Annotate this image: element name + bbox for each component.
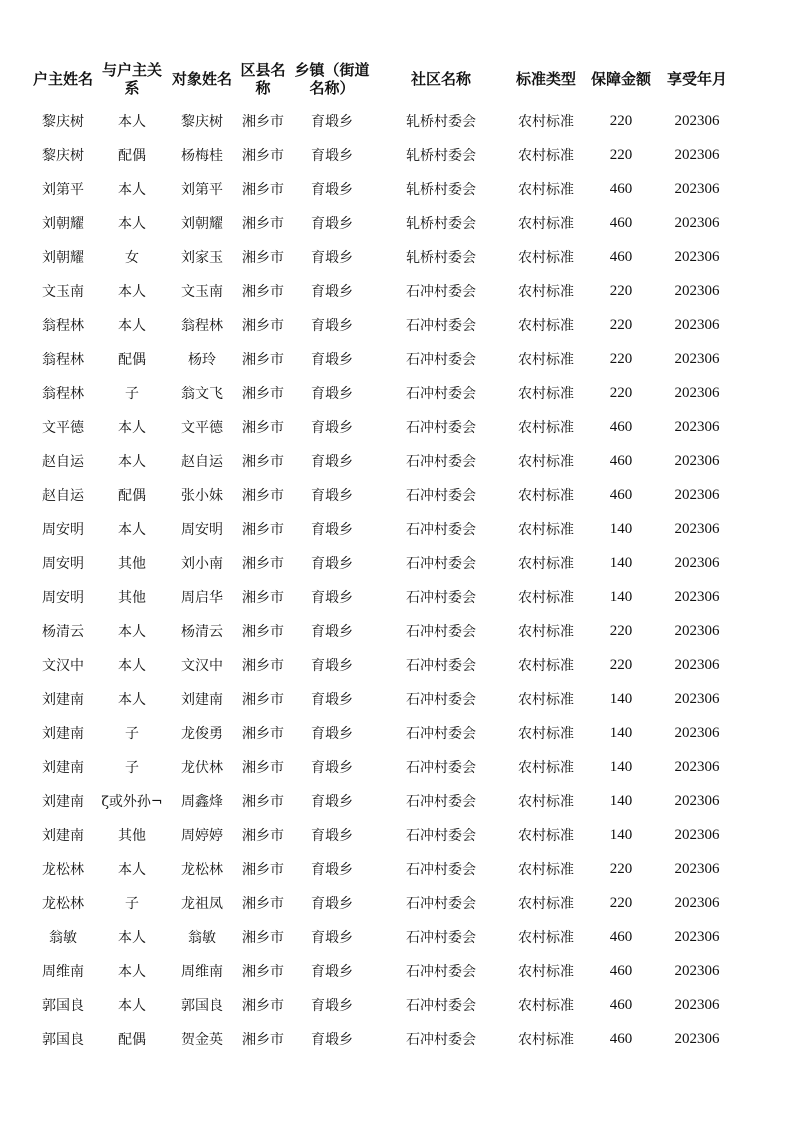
county-cell: 湘乡市: [242, 182, 284, 198]
community-cell: 石冲村委会: [406, 692, 476, 708]
amount-cell: 460: [609, 418, 633, 435]
table-row: [28, 138, 738, 172]
recipient-name-cell: 文平德: [181, 420, 223, 436]
month-cell: 202306: [674, 724, 720, 741]
table-row: [28, 376, 738, 410]
community-cell: 石冲村委会: [406, 556, 476, 572]
standard-type-cell: 农村标准: [518, 1032, 574, 1048]
amount-cell: 460: [609, 1030, 633, 1047]
household-head-cell: 周安明: [42, 556, 84, 572]
header-township: 乡镇（街道名称）: [294, 61, 370, 97]
amount-cell: 460: [609, 452, 633, 469]
amount-cell: 140: [609, 690, 633, 707]
community-cell: 石冲村委会: [406, 930, 476, 946]
township-cell: 育塅乡: [311, 114, 353, 130]
relation-cell: 本人: [118, 692, 146, 708]
household-head-cell: 刘建南: [42, 726, 84, 742]
relation-cell: 本人: [118, 284, 146, 300]
relation-cell: 本人: [118, 420, 146, 436]
county-cell: 湘乡市: [242, 488, 284, 504]
county-cell: 湘乡市: [242, 318, 284, 334]
recipient-name-cell: 文汉中: [181, 658, 223, 674]
relation-cell: 本人: [118, 522, 146, 538]
household-head-cell: 周安明: [42, 522, 84, 538]
household-head-cell: 翁程林: [42, 352, 84, 368]
household-head-cell: 文平德: [42, 420, 84, 436]
household-head-cell: 刘建南: [42, 794, 84, 810]
header-row: [28, 54, 738, 104]
table-row: [28, 342, 738, 376]
table-row: [28, 784, 738, 818]
household-head-cell: 刘第平: [42, 182, 84, 198]
township-cell: 育塅乡: [311, 318, 353, 334]
month-cell: 202306: [674, 146, 720, 163]
township-cell: 育塅乡: [311, 692, 353, 708]
amount-cell: 220: [609, 860, 633, 877]
standard-type-cell: 农村标准: [518, 590, 574, 606]
township-cell: 育塅乡: [311, 386, 353, 402]
standard-type-cell: 农村标准: [518, 318, 574, 334]
recipient-name-cell: 翁敏: [188, 930, 216, 946]
month-cell: 202306: [674, 860, 720, 877]
recipient-name-cell: 杨玲: [188, 352, 216, 368]
household-head-cell: 龙松林: [42, 862, 84, 878]
household-head-cell: 翁敏: [49, 930, 77, 946]
community-cell: 石冲村委会: [406, 284, 476, 300]
household-head-cell: 郭国良: [42, 998, 84, 1014]
county-cell: 湘乡市: [242, 692, 284, 708]
recipient-name-cell: 周婷婷: [181, 828, 223, 844]
standard-type-cell: 农村标准: [518, 216, 574, 232]
table-row: [28, 240, 738, 274]
township-cell: 育塅乡: [311, 964, 353, 980]
community-cell: 石冲村委会: [406, 658, 476, 674]
header-county: 区县名称: [240, 61, 286, 97]
community-cell: 石冲村委会: [406, 794, 476, 810]
relation-cell: 本人: [118, 114, 146, 130]
table-row: [28, 274, 738, 308]
relation-cell: 本人: [118, 318, 146, 334]
household-head-cell: 周维南: [42, 964, 84, 980]
household-head-cell: 文汉中: [42, 658, 84, 674]
table-row: [28, 478, 738, 512]
recipient-name-cell: 黎庆树: [181, 114, 223, 130]
community-cell: 石冲村委会: [406, 828, 476, 844]
county-cell: 湘乡市: [242, 862, 284, 878]
county-cell: 湘乡市: [242, 114, 284, 130]
community-cell: 轧桥村委会: [406, 148, 476, 164]
recipient-name-cell: 刘第平: [181, 182, 223, 198]
relation-cell: 本人: [118, 964, 146, 980]
month-cell: 202306: [674, 486, 720, 503]
month-cell: 202306: [674, 282, 720, 299]
community-cell: 石冲村委会: [406, 590, 476, 606]
standard-type-cell: 农村标准: [518, 760, 574, 776]
header-community: 社区名称: [410, 70, 471, 88]
county-cell: 湘乡市: [242, 556, 284, 572]
standard-type-cell: 农村标准: [518, 250, 574, 266]
amount-cell: 460: [609, 928, 633, 945]
household-head-cell: 郭国良: [42, 1032, 84, 1048]
relation-cell: 女: [125, 250, 139, 266]
amount-cell: 140: [609, 792, 633, 809]
standard-type-cell: 农村标准: [518, 862, 574, 878]
township-cell: 育塅乡: [311, 726, 353, 742]
amount-cell: 140: [609, 588, 633, 605]
community-cell: 石冲村委会: [406, 998, 476, 1014]
standard-type-cell: 农村标准: [518, 828, 574, 844]
standard-type-cell: 农村标准: [518, 794, 574, 810]
header-relation: 与户主关系: [101, 61, 162, 97]
standard-type-cell: 农村标准: [518, 726, 574, 742]
community-cell: 轧桥村委会: [406, 182, 476, 198]
standard-type-cell: 农村标准: [518, 386, 574, 402]
table-row: [28, 954, 738, 988]
recipient-name-cell: 杨梅桂: [181, 148, 223, 164]
recipient-name-cell: 翁程林: [181, 318, 223, 334]
relation-cell: ζ或外孙¬: [101, 794, 163, 810]
standard-type-cell: 农村标准: [518, 488, 574, 504]
recipient-name-cell: 赵自运: [181, 454, 223, 470]
amount-cell: 140: [609, 554, 633, 571]
table-row: [28, 546, 738, 580]
header-amount: 保障金额: [590, 70, 651, 88]
relation-cell: 本人: [118, 454, 146, 470]
standard-type-cell: 农村标准: [518, 522, 574, 538]
household-head-cell: 刘朝耀: [42, 216, 84, 232]
community-cell: 石冲村委会: [406, 1032, 476, 1048]
household-head-cell: 刘建南: [42, 760, 84, 776]
recipient-name-cell: 杨清云: [181, 624, 223, 640]
community-cell: 石冲村委会: [406, 862, 476, 878]
recipient-name-cell: 刘建南: [181, 692, 223, 708]
relation-cell: 子: [125, 386, 139, 402]
county-cell: 湘乡市: [242, 352, 284, 368]
county-cell: 湘乡市: [242, 250, 284, 266]
household-head-cell: 文玉南: [42, 284, 84, 300]
standard-type-cell: 农村标准: [518, 624, 574, 640]
township-cell: 育塅乡: [311, 454, 353, 470]
standard-type-cell: 农村标准: [518, 556, 574, 572]
recipient-name-cell: 周安明: [181, 522, 223, 538]
amount-cell: 220: [609, 112, 633, 129]
township-cell: 育塅乡: [311, 182, 353, 198]
recipient-name-cell: 龙祖凤: [181, 896, 223, 912]
township-cell: 育塅乡: [311, 794, 353, 810]
month-cell: 202306: [674, 520, 720, 537]
month-cell: 202306: [674, 996, 720, 1013]
month-cell: 202306: [674, 792, 720, 809]
county-cell: 湘乡市: [242, 658, 284, 674]
recipient-name-cell: 刘朝耀: [181, 216, 223, 232]
amount-cell: 220: [609, 622, 633, 639]
community-cell: 石冲村委会: [406, 318, 476, 334]
table-row: [28, 818, 738, 852]
county-cell: 湘乡市: [242, 624, 284, 640]
table-row: [28, 614, 738, 648]
township-cell: 育塅乡: [311, 250, 353, 266]
township-cell: 育塅乡: [311, 930, 353, 946]
recipient-name-cell: 周鑫烽: [181, 794, 223, 810]
amount-cell: 220: [609, 656, 633, 673]
month-cell: 202306: [674, 826, 720, 843]
county-cell: 湘乡市: [242, 590, 284, 606]
standard-type-cell: 农村标准: [518, 658, 574, 674]
township-cell: 育塅乡: [311, 624, 353, 640]
month-cell: 202306: [674, 588, 720, 605]
standard-type-cell: 农村标准: [518, 692, 574, 708]
household-head-cell: 刘朝耀: [42, 250, 84, 266]
month-cell: 202306: [674, 1030, 720, 1047]
township-cell: 育塅乡: [311, 658, 353, 674]
amount-cell: 460: [609, 486, 633, 503]
household-head-cell: 龙松林: [42, 896, 84, 912]
amount-cell: 220: [609, 282, 633, 299]
table-row: [28, 750, 738, 784]
month-cell: 202306: [674, 214, 720, 231]
month-cell: 202306: [674, 248, 720, 265]
community-cell: 石冲村委会: [406, 896, 476, 912]
standard-type-cell: 农村标准: [518, 114, 574, 130]
household-head-cell: 刘建南: [42, 828, 84, 844]
amount-cell: 460: [609, 248, 633, 265]
table-row: [28, 886, 738, 920]
standard-type-cell: 农村标准: [518, 998, 574, 1014]
household-head-cell: 翁程林: [42, 386, 84, 402]
community-cell: 石冲村委会: [406, 488, 476, 504]
county-cell: 湘乡市: [242, 454, 284, 470]
township-cell: 育塅乡: [311, 352, 353, 368]
table-row: [28, 172, 738, 206]
relation-cell: 配偶: [118, 148, 146, 164]
relation-cell: 配偶: [118, 352, 146, 368]
month-cell: 202306: [674, 656, 720, 673]
community-cell: 轧桥村委会: [406, 216, 476, 232]
amount-cell: 140: [609, 826, 633, 843]
recipient-name-cell: 郭国良: [181, 998, 223, 1014]
month-cell: 202306: [674, 622, 720, 639]
table-row: [28, 716, 738, 750]
township-cell: 育塅乡: [311, 420, 353, 436]
county-cell: 湘乡市: [242, 522, 284, 538]
table-row: [28, 682, 738, 716]
relation-cell: 本人: [118, 862, 146, 878]
table-row: [28, 852, 738, 886]
recipient-name-cell: 刘家玉: [181, 250, 223, 266]
recipient-name-cell: 周启华: [181, 590, 223, 606]
community-cell: 石冲村委会: [406, 420, 476, 436]
community-cell: 轧桥村委会: [406, 250, 476, 266]
month-cell: 202306: [674, 452, 720, 469]
township-cell: 育塅乡: [311, 488, 353, 504]
relation-cell: 子: [125, 760, 139, 776]
table-row: [28, 444, 738, 478]
township-cell: 育塅乡: [311, 828, 353, 844]
recipient-name-cell: 张小妹: [181, 488, 223, 504]
township-cell: 育塅乡: [311, 522, 353, 538]
header-recipient-name: 对象姓名: [171, 70, 232, 88]
township-cell: 育塅乡: [311, 590, 353, 606]
month-cell: 202306: [674, 690, 720, 707]
month-cell: 202306: [674, 928, 720, 945]
table-row: [28, 410, 738, 444]
amount-cell: 220: [609, 146, 633, 163]
standard-type-cell: 农村标准: [518, 420, 574, 436]
community-cell: 石冲村委会: [406, 726, 476, 742]
standard-type-cell: 农村标准: [518, 284, 574, 300]
amount-cell: 140: [609, 758, 633, 775]
township-cell: 育塅乡: [311, 760, 353, 776]
relation-cell: 子: [125, 726, 139, 742]
month-cell: 202306: [674, 962, 720, 979]
table-row: [28, 988, 738, 1022]
month-cell: 202306: [674, 418, 720, 435]
community-cell: 轧桥村委会: [406, 114, 476, 130]
county-cell: 湘乡市: [242, 1032, 284, 1048]
recipient-name-cell: 周维南: [181, 964, 223, 980]
township-cell: 育塅乡: [311, 148, 353, 164]
household-head-cell: 刘建南: [42, 692, 84, 708]
household-head-cell: 黎庆树: [42, 114, 84, 130]
township-cell: 育塅乡: [311, 556, 353, 572]
county-cell: 湘乡市: [242, 760, 284, 776]
relation-cell: 本人: [118, 216, 146, 232]
relation-cell: 配偶: [118, 1032, 146, 1048]
community-cell: 石冲村委会: [406, 522, 476, 538]
recipient-name-cell: 龙伏林: [181, 760, 223, 776]
table-row: [28, 104, 738, 138]
month-cell: 202306: [674, 894, 720, 911]
relation-cell: 其他: [118, 590, 146, 606]
relation-cell: 本人: [118, 658, 146, 674]
month-cell: 202306: [674, 350, 720, 367]
county-cell: 湘乡市: [242, 930, 284, 946]
township-cell: 育塅乡: [311, 284, 353, 300]
recipient-name-cell: 刘小南: [181, 556, 223, 572]
month-cell: 202306: [674, 180, 720, 197]
standard-type-cell: 农村标准: [518, 930, 574, 946]
household-head-cell: 杨清云: [42, 624, 84, 640]
community-cell: 石冲村委会: [406, 760, 476, 776]
relation-cell: 子: [125, 896, 139, 912]
household-head-cell: 翁程林: [42, 318, 84, 334]
table-row: [28, 1022, 738, 1056]
month-cell: 202306: [674, 316, 720, 333]
header-standard-type: 标准类型: [515, 70, 576, 88]
county-cell: 湘乡市: [242, 964, 284, 980]
table-row: [28, 206, 738, 240]
township-cell: 育塅乡: [311, 1032, 353, 1048]
amount-cell: 220: [609, 316, 633, 333]
recipient-name-cell: 龙俊勇: [181, 726, 223, 742]
table-row: [28, 308, 738, 342]
recipient-name-cell: 贺金英: [181, 1032, 223, 1048]
amount-cell: 220: [609, 384, 633, 401]
county-cell: 湘乡市: [242, 828, 284, 844]
recipient-name-cell: 龙松林: [181, 862, 223, 878]
standard-type-cell: 农村标准: [518, 454, 574, 470]
county-cell: 湘乡市: [242, 386, 284, 402]
recipient-name-cell: 翁文飞: [181, 386, 223, 402]
relation-cell: 本人: [118, 998, 146, 1014]
county-cell: 湘乡市: [242, 794, 284, 810]
recipient-name-cell: 文玉南: [181, 284, 223, 300]
header-household-head: 户主姓名: [32, 70, 93, 88]
month-cell: 202306: [674, 384, 720, 401]
month-cell: 202306: [674, 554, 720, 571]
relation-cell: 其他: [118, 828, 146, 844]
relation-cell: 本人: [118, 624, 146, 640]
community-cell: 石冲村委会: [406, 386, 476, 402]
amount-cell: 140: [609, 520, 633, 537]
relation-cell: 其他: [118, 556, 146, 572]
assistance-table: [28, 54, 738, 1056]
amount-cell: 460: [609, 180, 633, 197]
household-head-cell: 赵自运: [42, 454, 84, 470]
township-cell: 育塅乡: [311, 862, 353, 878]
amount-cell: 460: [609, 962, 633, 979]
amount-cell: 140: [609, 724, 633, 741]
household-head-cell: 黎庆树: [42, 148, 84, 164]
county-cell: 湘乡市: [242, 998, 284, 1014]
county-cell: 湘乡市: [242, 420, 284, 436]
community-cell: 石冲村委会: [406, 624, 476, 640]
header-month: 享受年月: [666, 70, 727, 88]
county-cell: 湘乡市: [242, 216, 284, 232]
community-cell: 石冲村委会: [406, 454, 476, 470]
community-cell: 石冲村委会: [406, 964, 476, 980]
standard-type-cell: 农村标准: [518, 964, 574, 980]
township-cell: 育塅乡: [311, 216, 353, 232]
standard-type-cell: 农村标准: [518, 896, 574, 912]
table-row: [28, 920, 738, 954]
standard-type-cell: 农村标准: [518, 148, 574, 164]
relation-cell: 本人: [118, 930, 146, 946]
township-cell: 育塅乡: [311, 896, 353, 912]
month-cell: 202306: [674, 112, 720, 129]
household-head-cell: 周安明: [42, 590, 84, 606]
table-row: [28, 648, 738, 682]
table-row: [28, 580, 738, 614]
household-head-cell: 赵自运: [42, 488, 84, 504]
table-row: [28, 512, 738, 546]
amount-cell: 220: [609, 894, 633, 911]
county-cell: 湘乡市: [242, 148, 284, 164]
community-cell: 石冲村委会: [406, 352, 476, 368]
month-cell: 202306: [674, 758, 720, 775]
county-cell: 湘乡市: [242, 726, 284, 742]
county-cell: 湘乡市: [242, 284, 284, 300]
amount-cell: 220: [609, 350, 633, 367]
relation-cell: 配偶: [118, 488, 146, 504]
township-cell: 育塅乡: [311, 998, 353, 1014]
county-cell: 湘乡市: [242, 896, 284, 912]
standard-type-cell: 农村标准: [518, 182, 574, 198]
amount-cell: 460: [609, 996, 633, 1013]
relation-cell: 本人: [118, 182, 146, 198]
standard-type-cell: 农村标准: [518, 352, 574, 368]
amount-cell: 460: [609, 214, 633, 231]
